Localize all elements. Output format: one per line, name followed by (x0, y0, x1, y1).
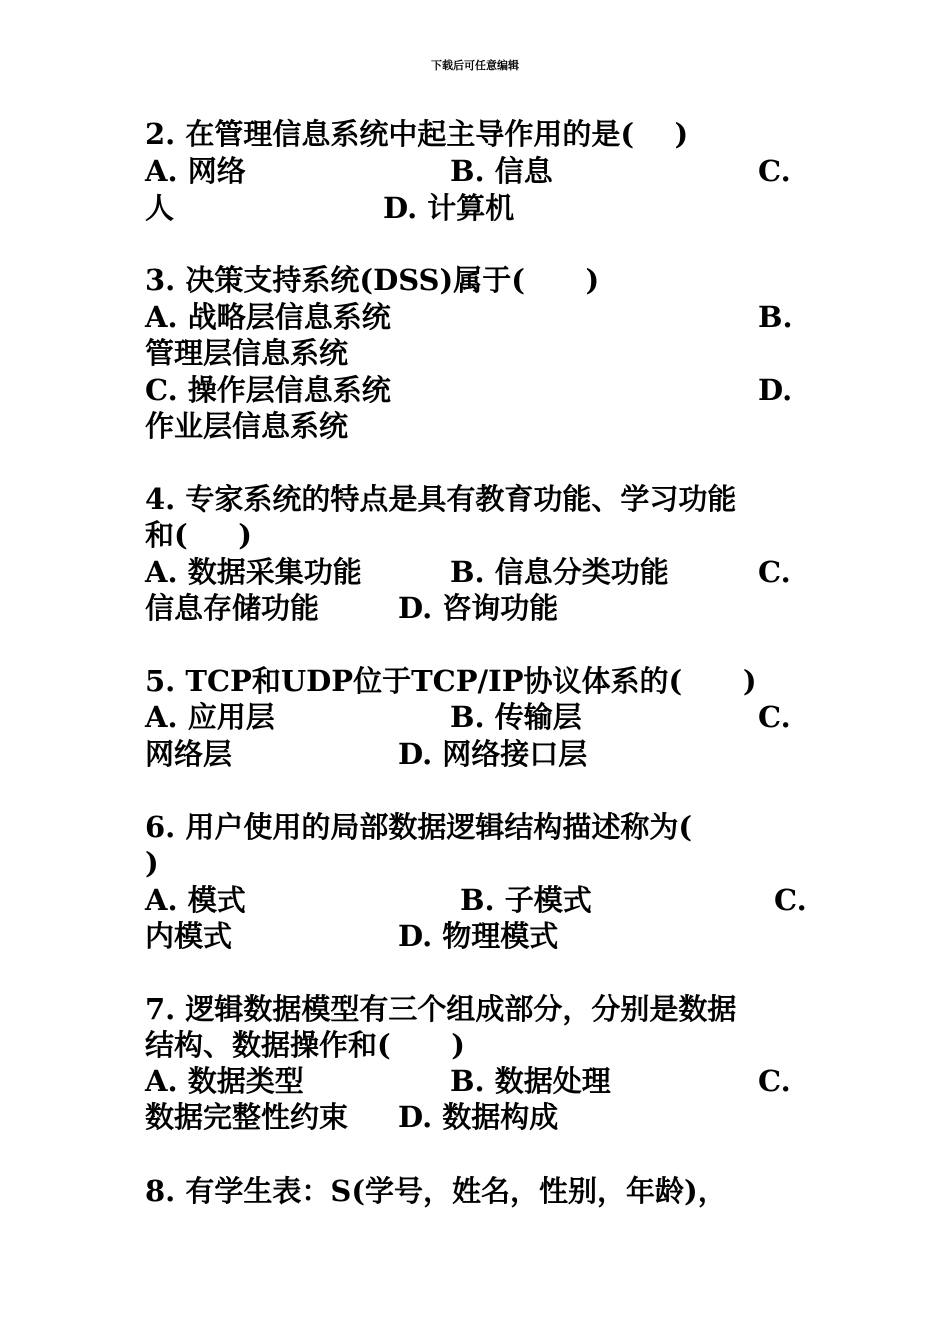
question-2-option-a: A. 网络 (145, 154, 246, 188)
question-3-option-d-label: D. (758, 373, 793, 407)
question-7-option-d: D. 数据构成 (398, 1100, 559, 1134)
question-7-stem-continued: 结构、数据操作和( ) (145, 1028, 466, 1062)
question-3-option-b-text: 管理层信息系统 (145, 336, 349, 370)
question-4-option-c-label: C. (758, 555, 791, 589)
question-4-stem: 4. 专家系统的特点是具有教育功能、学习功能 (145, 482, 737, 516)
question-5-option-c-label: C. (758, 700, 791, 734)
question-4-option-a: A. 数据采集功能 (145, 555, 362, 589)
question-3-option-c: C. 操作层信息系统 (145, 373, 391, 407)
question-3-option-b-label: B. (758, 300, 793, 334)
question-5-stem: 5. TCP和UDP位于TCP/IP协议体系的( ) (145, 664, 757, 698)
question-7-option-c-label: C. (758, 1064, 791, 1098)
question-7-option-a: A. 数据类型 (145, 1064, 304, 1098)
question-4-stem-continued: 和( ) (145, 518, 252, 552)
question-6-option-c-label: C. (774, 883, 807, 917)
question-6-option-b: B. 子模式 (460, 883, 592, 917)
question-2-stem: 2. 在管理信息系统中起主导作用的是( ) (145, 117, 689, 151)
question-4-option-c-text: 信息存储功能 (145, 591, 320, 625)
question-4-option-d: D. 咨询功能 (398, 591, 559, 625)
question-4-option-b: B. 信息分类功能 (450, 555, 669, 589)
question-2-option-b: B. 信息 (450, 154, 553, 188)
question-3-option-d-text: 作业层信息系统 (145, 409, 349, 443)
question-3-stem: 3. 决策支持系统(DSS)属于( ) (145, 263, 600, 297)
question-2-option-d: D. 计算机 (383, 191, 515, 225)
question-6-stem: 6. 用户使用的局部数据逻辑结构描述称为( (145, 810, 693, 844)
question-5-option-d: D. 网络接口层 (398, 737, 588, 771)
question-3-option-a: A. 战略层信息系统 (145, 300, 391, 334)
question-5-option-b: B. 传输层 (450, 700, 582, 734)
question-7-option-c-text: 数据完整性约束 (145, 1100, 349, 1134)
question-6-option-c-text: 内模式 (145, 919, 233, 953)
question-8-stem: 8. 有学生表：S(学号，姓名，性别，年龄)， (145, 1174, 727, 1208)
question-7-option-b: B. 数据处理 (450, 1064, 611, 1098)
question-2-option-c-text: 人 (145, 191, 175, 225)
question-6-option-a: A. 模式 (145, 883, 246, 917)
question-7-stem: 7. 逻辑数据模型有三个组成部分，分别是数据 (145, 992, 737, 1026)
question-5-option-c-text: 网络层 (145, 737, 233, 771)
question-2-option-c-label: C. (758, 154, 791, 188)
question-6-option-d: D. 物理模式 (398, 919, 559, 953)
question-6-stem-continued: ) (145, 846, 159, 880)
page-header: 下载后可任意编辑 (431, 59, 519, 72)
question-5-option-a: A. 应用层 (145, 700, 275, 734)
